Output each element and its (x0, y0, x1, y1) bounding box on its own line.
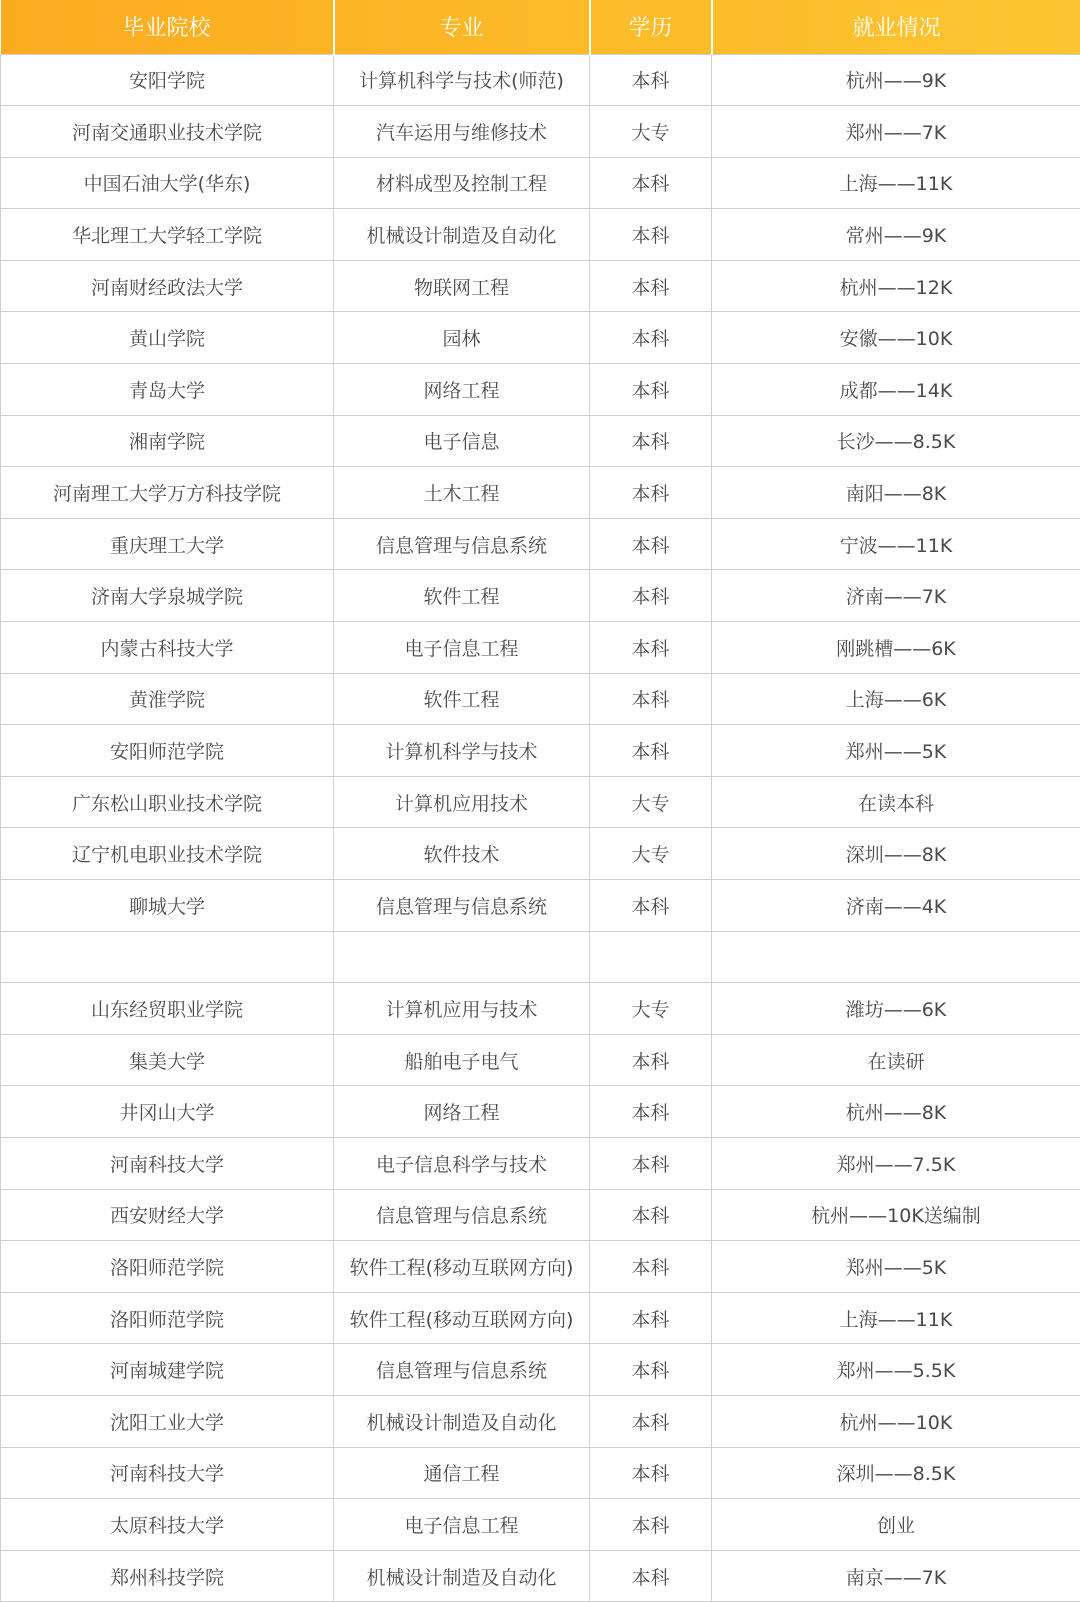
table-row (1, 1137, 1080, 1189)
cell-major: 软件技术 (334, 828, 590, 880)
cell-school: 山东经贸职业学院 (1, 983, 334, 1035)
cell-employment: 南京——7K (712, 1550, 1080, 1602)
table-row (1, 1550, 1080, 1602)
cell-major: 软件工程(移动互联网方向) (334, 1292, 590, 1344)
cell-major: 软件工程 (334, 570, 590, 622)
cell-degree: 大专 (590, 828, 712, 880)
cell-major: 土木工程 (334, 467, 590, 519)
cell-school: 中国石油大学(华东) (1, 157, 334, 209)
cell-degree: 大专 (590, 983, 712, 1035)
table-row (1, 1292, 1080, 1344)
table-row (1, 518, 1080, 570)
cell-school: 郑州科技学院 (1, 1550, 334, 1602)
cell-major: 物联网工程 (334, 260, 590, 312)
cell-school: 济南大学泉城学院 (1, 570, 334, 622)
cell-major: 机械设计制造及自动化 (334, 1550, 590, 1602)
cell-degree: 本科 (590, 1292, 712, 1344)
cell-major: 计算机科学与技术 (334, 725, 590, 777)
table-row (1, 1086, 1080, 1138)
cell-employment: 郑州——7.5K (712, 1137, 1080, 1189)
cell-degree: 本科 (590, 54, 712, 106)
cell-degree (590, 931, 712, 983)
table-row (1, 467, 1080, 519)
cell-school: 青岛大学 (1, 364, 334, 416)
cell-degree: 本科 (590, 622, 712, 674)
cell-employment: 在读本科 (712, 776, 1080, 828)
table-row (1, 776, 1080, 828)
table-row (1, 622, 1080, 674)
table-row (1, 1499, 1080, 1551)
cell-employment: 杭州——12K (712, 260, 1080, 312)
table-row (1, 364, 1080, 416)
cell-employment: 郑州——7K (712, 106, 1080, 158)
cell-employment: 深圳——8K (712, 828, 1080, 880)
cell-degree: 本科 (590, 415, 712, 467)
cell-degree: 本科 (590, 1550, 712, 1602)
cell-employment: 潍坊——6K (712, 983, 1080, 1035)
cell-employment: 济南——4K (712, 880, 1080, 932)
cell-school: 河南理工大学万方科技学院 (1, 467, 334, 519)
cell-school: 辽宁机电职业技术学院 (1, 828, 334, 880)
cell-employment: 常州——9K (712, 209, 1080, 261)
cell-employment: 成都——14K (712, 364, 1080, 416)
cell-major: 材料成型及控制工程 (334, 157, 590, 209)
cell-school: 集美大学 (1, 1034, 334, 1086)
cell-degree: 本科 (590, 364, 712, 416)
cell-employment: 杭州——10K送编制 (712, 1189, 1080, 1241)
header-row (1, 0, 1080, 54)
cell-employment: 长沙——8.5K (712, 415, 1080, 467)
header-employment: 就业情况 (852, 16, 941, 42)
cell-major: 信息管理与信息系统 (334, 518, 590, 570)
table-row (1, 1189, 1080, 1241)
cell-employment: 在读研 (712, 1034, 1080, 1086)
cell-school: 太原科技大学 (1, 1499, 334, 1551)
cell-school: 内蒙古科技大学 (1, 622, 334, 674)
cell-major: 电子信息科学与技术 (334, 1137, 590, 1189)
cell-degree: 大专 (590, 776, 712, 828)
table-row (1, 415, 1080, 467)
cell-school: 黄淮学院 (1, 673, 334, 725)
table-row (1, 828, 1080, 880)
table-row (1, 312, 1080, 364)
table-body (1, 54, 1080, 1602)
cell-major: 电子信息 (334, 415, 590, 467)
cell-employment: 创业 (712, 1499, 1080, 1551)
table-header (1, 0, 1080, 54)
cell-degree: 本科 (590, 312, 712, 364)
cell-degree: 本科 (590, 673, 712, 725)
cell-degree: 本科 (590, 1447, 712, 1499)
cell-school: 安阳师范学院 (1, 725, 334, 777)
cell-major: 通信工程 (334, 1447, 590, 1499)
cell-major: 船舶电子电气 (334, 1034, 590, 1086)
cell-degree: 本科 (590, 880, 712, 932)
table-row (1, 880, 1080, 932)
cell-degree: 本科 (590, 1086, 712, 1138)
cell-school: 沈阳工业大学 (1, 1395, 334, 1447)
cell-employment: 上海——6K (712, 673, 1080, 725)
cell-employment: 上海——11K (712, 1292, 1080, 1344)
table-row (1, 260, 1080, 312)
cell-employment: 郑州——5.5K (712, 1344, 1080, 1396)
cell-degree: 本科 (590, 209, 712, 261)
cell-school: 河南科技大学 (1, 1447, 334, 1499)
cell-degree: 本科 (590, 570, 712, 622)
cell-school: 洛阳师范学院 (1, 1241, 334, 1293)
cell-employment: 刚跳槽——6K (712, 622, 1080, 674)
cell-major: 计算机应用技术 (334, 776, 590, 828)
cell-major: 电子信息工程 (334, 622, 590, 674)
cell-employment: 济南——7K (712, 570, 1080, 622)
cell-degree: 本科 (590, 1395, 712, 1447)
cell-employment: 上海——11K (712, 157, 1080, 209)
header-school: 毕业院校 (1, 0, 334, 54)
cell-school: 广东松山职业技术学院 (1, 776, 334, 828)
cell-degree: 本科 (590, 1137, 712, 1189)
cell-employment: 深圳——8.5K (712, 1447, 1080, 1499)
cell-employment: 杭州——10K (712, 1395, 1080, 1447)
cell-degree: 本科 (590, 1189, 712, 1241)
cell-employment: 杭州——8K (712, 1086, 1080, 1138)
table-row (1, 570, 1080, 622)
table-row (1, 1241, 1080, 1293)
cell-major: 机械设计制造及自动化 (334, 209, 590, 261)
cell-employment: 郑州——5K (712, 725, 1080, 777)
cell-major: 网络工程 (334, 364, 590, 416)
cell-major: 计算机应用与技术 (334, 983, 590, 1035)
table-row (1, 725, 1080, 777)
cell-major: 计算机科学与技术(师范) (334, 54, 590, 106)
cell-major: 信息管理与信息系统 (334, 880, 590, 932)
table-row (1, 983, 1080, 1035)
table-row (1, 54, 1080, 106)
cell-employment: 郑州——5K (712, 1241, 1080, 1293)
cell-degree: 本科 (590, 1344, 712, 1396)
header-major: 专业 (334, 0, 590, 54)
cell-school: 黄山学院 (1, 312, 334, 364)
cell-major: 信息管理与信息系统 (334, 1189, 590, 1241)
cell-school: 河南财经政法大学 (1, 260, 334, 312)
table-row (1, 106, 1080, 158)
cell-degree: 本科 (590, 1499, 712, 1551)
cell-degree: 本科 (590, 467, 712, 519)
cell-major: 机械设计制造及自动化 (334, 1395, 590, 1447)
cell-major: 软件工程(移动互联网方向) (334, 1241, 590, 1293)
cell-school: 井冈山大学 (1, 1086, 334, 1138)
cell-school: 华北理工大学轻工学院 (1, 209, 334, 261)
cell-degree: 本科 (590, 518, 712, 570)
cell-degree: 本科 (590, 1034, 712, 1086)
cell-major: 信息管理与信息系统 (334, 1344, 590, 1396)
cell-major: 网络工程 (334, 1086, 590, 1138)
cell-degree: 本科 (590, 157, 712, 209)
header-degree: 学历 (590, 0, 712, 54)
cell-major: 软件工程 (334, 673, 590, 725)
cell-employment: 南阳——8K (712, 467, 1080, 519)
cell-employment: 安徽——10K (712, 312, 1080, 364)
table-row (1, 1395, 1080, 1447)
table-row (1, 1447, 1080, 1499)
cell-school: 河南交通职业技术学院 (1, 106, 334, 158)
cell-school: 聊城大学 (1, 880, 334, 932)
cell-school: 洛阳师范学院 (1, 1292, 334, 1344)
table-row (1, 1034, 1080, 1086)
cell-major: 电子信息工程 (334, 1499, 590, 1551)
table-row (1, 673, 1080, 725)
cell-school: 河南科技大学 (1, 1137, 334, 1189)
cell-degree: 本科 (590, 260, 712, 312)
table-row (1, 157, 1080, 209)
table-row (1, 1344, 1080, 1396)
cell-school: 湘南学院 (1, 415, 334, 467)
cell-major: 汽车运用与维修技术 (334, 106, 590, 158)
table-row (1, 209, 1080, 261)
cell-degree: 本科 (590, 1241, 712, 1293)
cell-degree: 大专 (590, 106, 712, 158)
cell-employment: 宁波——11K (712, 518, 1080, 570)
cell-school: 重庆理工大学 (1, 518, 334, 570)
table-row-blurred (1, 931, 1080, 983)
cell-major (334, 931, 590, 983)
cell-school (1, 931, 334, 983)
cell-school: 安阳学院 (1, 54, 334, 106)
cell-employment: 杭州——9K (712, 54, 1080, 106)
cell-employment (712, 931, 1080, 983)
cell-major: 园林 (334, 312, 590, 364)
cell-school: 西安财经大学 (1, 1189, 334, 1241)
cell-school: 河南城建学院 (1, 1344, 334, 1396)
cell-degree: 本科 (590, 725, 712, 777)
